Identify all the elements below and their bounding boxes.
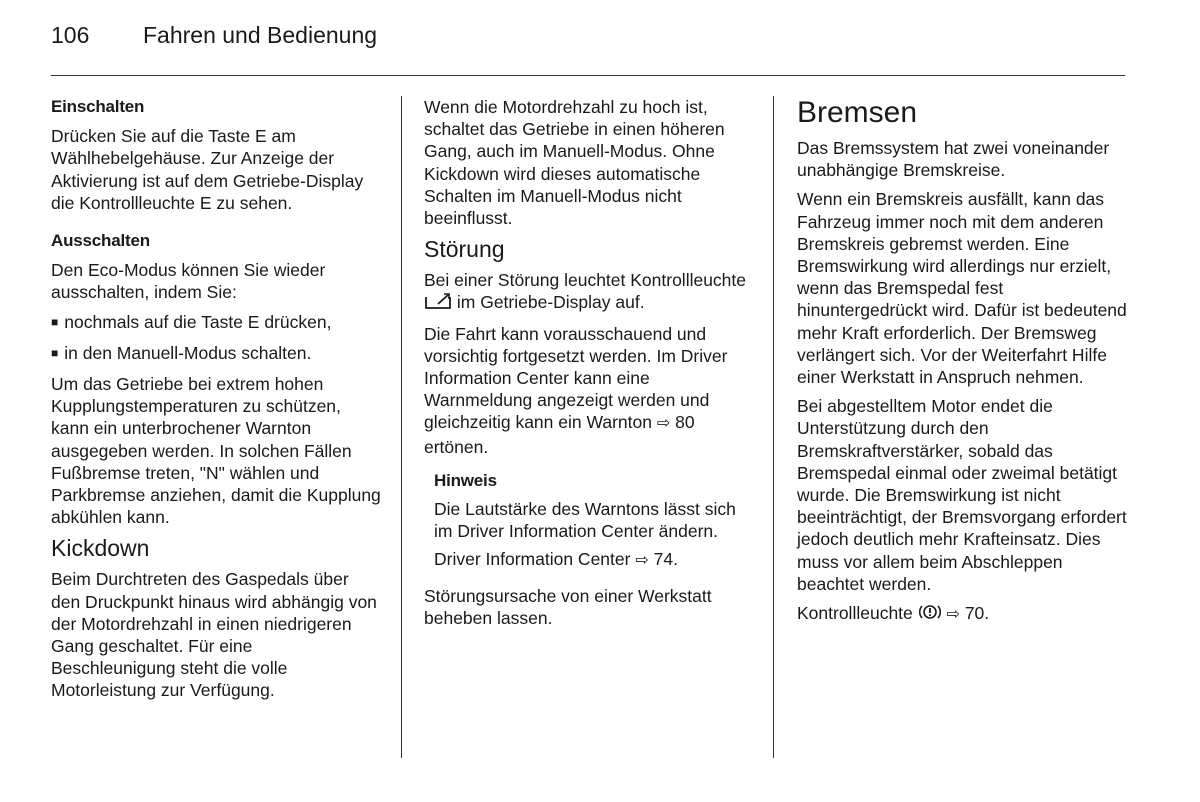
stoerung-text-b: im Getriebe-Display auf. (456, 292, 645, 313)
note-reference (434, 548, 754, 572)
stoerung-heading: Störung (424, 236, 505, 263)
note-reference-text: Driver Information Center (434, 549, 631, 570)
bremsen-paragraph-2: Wenn ein Bremskreis ausfällt, kann das Fahrzeug immer noch mit dem anderen Bremskreis gebremst werden. Eine Bremswirkung wird allerdings nur erzielt, wenn das Bremspedal fest hinuntergedrückt wird. Dafür ist bedeutend mehr Kraft erforderlich. Der Bremsweg verlängert sich. Vor der Weiterfahrt Hilfe einer Werkstatt in Anspruch nehmen. (797, 189, 1127, 388)
bullet-icon: ■ (51, 314, 59, 329)
fahrt-text-body: Die Fahrt kann vorausschauend und vorsichtig fortgesetzt werden. Im Driver Information Center kann eine Warnmeldung angezeigt werden und gleichzeitig kann ein Warnton (424, 323, 728, 433)
temperature-text: Um das Getriebe bei extrem hohen Kupplungstemperaturen zu schützen, kann ein unterbrochener Warnton ausgegeben werden. In solchen Fällen Fußbremse treten, "N" wählen und Parkbremse anziehen, damit die Kupplung abkühlen kann. (51, 374, 381, 528)
kickdown-heading: Kickdown (51, 535, 150, 562)
lamp-text: Kontrollleuchte (797, 603, 913, 624)
bremsen-paragraph-1: Das Bremssystem hat zwei voneinander unabhängige Bremskreise. (797, 138, 1110, 181)
bullet-text: in den Manuell-Modus schalten. (64, 342, 312, 363)
bremsen-heading: Bremsen (797, 96, 918, 129)
column-2 (424, 96, 754, 636)
brake-warning-icon (918, 603, 942, 626)
fahrt-text-end: ertönen. (424, 436, 489, 457)
page-reference[interactable]: 70. (964, 603, 990, 624)
column-1 (51, 96, 381, 709)
reference-arrow-icon: ⇨ (946, 606, 960, 624)
page-reference[interactable]: 74. (653, 549, 678, 570)
page-reference[interactable]: 80 (675, 412, 695, 433)
section-title: Fahren und Bedienung (143, 22, 378, 48)
note-box (434, 470, 754, 573)
intro-text: Wenn die Motordrehzahl zu hoch ist, schaltet das Getriebe in einen höheren Gang, auch im Manuell-Modus. Ohne Kickdown wird dieses automatische Schalten im Manuell-Modus nicht beeinflusst. (424, 97, 725, 229)
header-rule (51, 75, 1125, 76)
stoerung-text (424, 269, 754, 315)
column-divider-1 (401, 96, 402, 758)
kickdown-text: Beim Durchtreten des Gaspedals über den Druckpunkt hinaus wird abhängig von der Motordrehzahl in einen niedrigeren Gang geschaltet. Für eine Beschleunigung steht die volle Motorleistung zur Verfügung. (51, 569, 377, 701)
page-header (51, 22, 377, 49)
transmission-warning-icon (424, 292, 452, 315)
note-heading: Hinweis (434, 470, 497, 490)
stoerung-text-a: Bei einer Störung leuchtet Kontrollleuchte (424, 270, 747, 291)
note-text: Die Lautstärke des Warntons lässt sich im Driver Information Center ändern. (434, 499, 736, 542)
bullet-text: nochmals auf die Taste E drücken, (64, 311, 332, 332)
reference-arrow-icon: ⇨ (635, 552, 649, 570)
column-divider-2 (773, 96, 774, 758)
column-3 (797, 96, 1132, 633)
ausschalten-heading: Ausschalten (51, 231, 150, 251)
bullet-item (51, 342, 381, 366)
bremsen-paragraph-3: Bei abgestelltem Motor endet die Unterstützung durch den Bremskraftverstärker, sobald das Bremspedal einmal oder zweimal betätigt wurde. Die Bremswirkung ist nicht beeinträchtigt, der Bremsvorgang erfordert jedoch deutlich mehr Krafteinsatz. Dies muss vor allem beim Abschleppen beachtet werden. (797, 396, 1127, 594)
page-number: 106 (51, 22, 90, 48)
bullet-icon: ■ (51, 345, 59, 360)
ausschalten-text: Den Eco-Modus können Sie wieder ausschalten, indem Sie: (51, 260, 326, 303)
lamp-reference (797, 602, 1132, 626)
bullet-item (51, 311, 381, 335)
einschalten-heading: Einschalten (51, 97, 145, 116)
ursache-text: Störungsursache von einer Werkstatt beheben lassen. (424, 585, 712, 628)
fahrt-text (424, 323, 754, 458)
einschalten-text: Drücken Sie auf die Taste E am Wählhebelgehäuse. Zur Anzeige der Aktivierung ist auf dem Getriebe-Display die Kontrollleuchte E zu sehen. (51, 126, 364, 213)
reference-arrow-icon: ⇨ (656, 415, 671, 433)
